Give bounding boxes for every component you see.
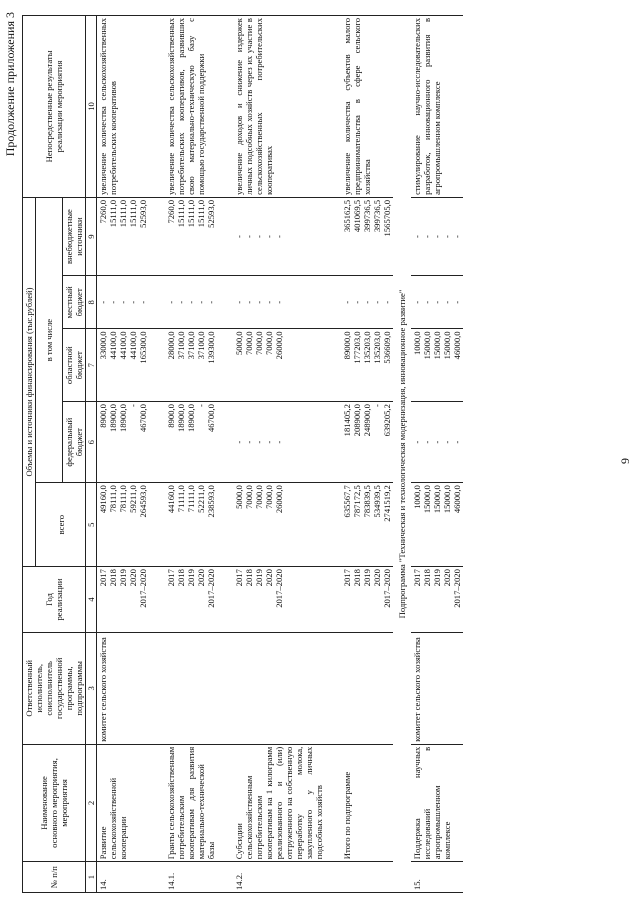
continuation-title: Продолжение приложения 3 xyxy=(3,12,17,157)
row-total: 49160,0 78111,0 78111,0 59211,0 264593,0 xyxy=(97,483,150,567)
row-federal: 181405,2 208900,0 248900,0 - 639205,2 xyxy=(341,402,393,483)
row-regional: 1000,0 15000,0 15000,0 15000,0 46000,0 xyxy=(411,329,463,402)
table-row xyxy=(411,16,463,893)
colnum-6: 6 xyxy=(86,402,97,483)
header-federal: федеральный бюджет xyxy=(63,402,86,483)
colnum-8: 8 xyxy=(86,276,97,329)
header-responsible: Ответственный исполнитель, соисполнитель государственной программы, подпрограммы xyxy=(23,632,86,744)
row-years: 2017 2018 2019 2020 2017–2020 xyxy=(411,567,463,633)
colnum-7: 7 xyxy=(86,329,97,402)
row-federal: - - - - - xyxy=(233,402,325,483)
header-local: местный бюджет xyxy=(63,276,86,329)
table-row xyxy=(233,16,325,893)
colnum-2: 2 xyxy=(86,744,97,861)
header-funding: Объемы и источники финансирования (тыс.рублей) xyxy=(23,197,36,566)
colnum-1: 1 xyxy=(86,862,97,893)
header-including: в том числе xyxy=(36,197,63,482)
row-years: 2017 2018 2019 2020 2017–2020 xyxy=(97,567,150,633)
row-local: - - - - - xyxy=(233,276,325,329)
row-years: 2017 2018 2019 2020 2017–2020 xyxy=(165,567,217,633)
row-extra: - - - - - xyxy=(411,197,463,275)
header-name: Наименование основного мероприятия, мероприятия xyxy=(23,744,86,861)
row-regional: 33000,0 44100,0 44100,0 44100,0 165300,0 xyxy=(97,329,150,402)
row-total: 635567,7 787172,5 783839,5 534939,5 2741519,2 xyxy=(341,483,393,567)
subprogram-row xyxy=(393,16,411,893)
row-extra: 7260,0 15111,0 15111,0 15111,0 52593,0 xyxy=(165,197,217,275)
row-local: - - - - - xyxy=(341,276,393,329)
colnum-5: 5 xyxy=(86,483,97,567)
row-name: Субсидии сельскохозяйственным потребительским кооперативам на 1 килограмм реализованного и (или) отгруженного на собственную переработку молока, закупленного у личных подсобных хозяйств xyxy=(233,744,325,861)
row-extra: 7260,0 15111,0 15111,0 15111,0 52593,0 xyxy=(97,197,150,275)
row-responsible xyxy=(165,632,217,744)
row-number xyxy=(341,862,393,893)
row-federal: 8900,0 18900,0 18900,0 - 46700,0 xyxy=(97,402,150,483)
row-local: - - - - - xyxy=(411,276,463,329)
table-row xyxy=(165,16,217,893)
program-table xyxy=(22,15,463,893)
table-row xyxy=(341,16,393,893)
row-regional: 89000,0 177203,0 135203,0 135203,0 536609,0 xyxy=(341,329,393,402)
row-federal: - - - - - xyxy=(411,402,463,483)
header-extra: внебюджетные источники xyxy=(63,197,86,275)
row-years: 2017 2018 2019 2020 2017–2020 xyxy=(341,567,393,633)
row-responsible xyxy=(233,632,325,744)
row-number: 15. xyxy=(411,862,463,893)
row-number: 14.2. xyxy=(233,862,325,893)
header-no: № п/п xyxy=(23,862,86,893)
row-result: увеличение количества субъектов малого предпринимательства в сфере сельского хозяйства xyxy=(341,16,393,198)
row-regional: 5000,0 7000,0 7000,0 7000,0 26000,0 xyxy=(233,329,325,402)
subprogram-title: Подпрограмма "Техническая и технологическая модернизация, инновационное развитие" xyxy=(393,16,411,893)
row-total: 1000,0 15000,0 15000,0 15000,0 46000,0 xyxy=(411,483,463,567)
row-federal: 8900,0 18900,0 18900,0 - 46700,0 xyxy=(165,402,217,483)
row-years: 2017 2018 2019 2020 2017–2020 xyxy=(233,567,325,633)
row-regional: 28000,0 37100,0 37100,0 37100,0 139300,0 xyxy=(165,329,217,402)
row-result: увеличение количества сельскохозяйственных потребительских кооперативов xyxy=(97,16,150,198)
colnum-4: 4 xyxy=(86,567,97,633)
row-result: увеличение доходов и снижение издержек личных подсобных хозяйств через их участие в сельскохозяйственных потребительских кооперативах xyxy=(233,16,325,198)
table-row xyxy=(97,16,150,893)
row-name: Развитие сельскохозяйственной кооперации xyxy=(97,744,150,861)
row-responsible xyxy=(341,632,393,744)
row-result: стимулирование научно-исследовательских разработок, инновационного развития в агропромышленном комплексе xyxy=(411,16,463,198)
page-number: 9 xyxy=(618,458,632,464)
row-extra: 365162,5 401069,5 399736,5 399736,5 1565705,0 xyxy=(341,197,393,275)
row-responsible: комитет сельского хозяйства xyxy=(411,632,463,744)
header-year: Год реализации xyxy=(23,567,86,633)
header-regional: областной бюджет xyxy=(63,329,86,402)
row-number: 14. xyxy=(97,862,150,893)
row-responsible: комитет сельского хозяйства xyxy=(97,632,150,744)
header-results: Непосредственные результаты реализации мероприятия xyxy=(23,16,86,198)
row-total: 44160,0 71111,0 71111,0 52211,0 238593,0 xyxy=(165,483,217,567)
row-name: Поддержка научных исследований в агропромышленном комплексе xyxy=(411,744,463,861)
colnum-3: 3 xyxy=(86,632,97,744)
colnum-10: 10 xyxy=(86,16,97,198)
row-name: Итого по подпрограмме xyxy=(341,744,393,861)
row-number: 14.1. xyxy=(165,862,217,893)
row-result: увеличение количества сельскохозяйственных потребительских кооперативов, развивших свою материально-техническую базу с помощью государственной поддержки xyxy=(165,16,217,198)
row-extra: - - - - - xyxy=(233,197,325,275)
row-local: - - - - - xyxy=(165,276,217,329)
header-total: всего xyxy=(36,483,86,567)
row-name: Гранты сельскохозяйственным потребительским кооперативам для развития материально-технической базы xyxy=(165,744,217,861)
row-total: 5000,0 7000,0 7000,0 7000,0 26000,0 xyxy=(233,483,325,567)
row-local: - - - - - xyxy=(97,276,150,329)
colnum-9: 9 xyxy=(86,197,97,275)
